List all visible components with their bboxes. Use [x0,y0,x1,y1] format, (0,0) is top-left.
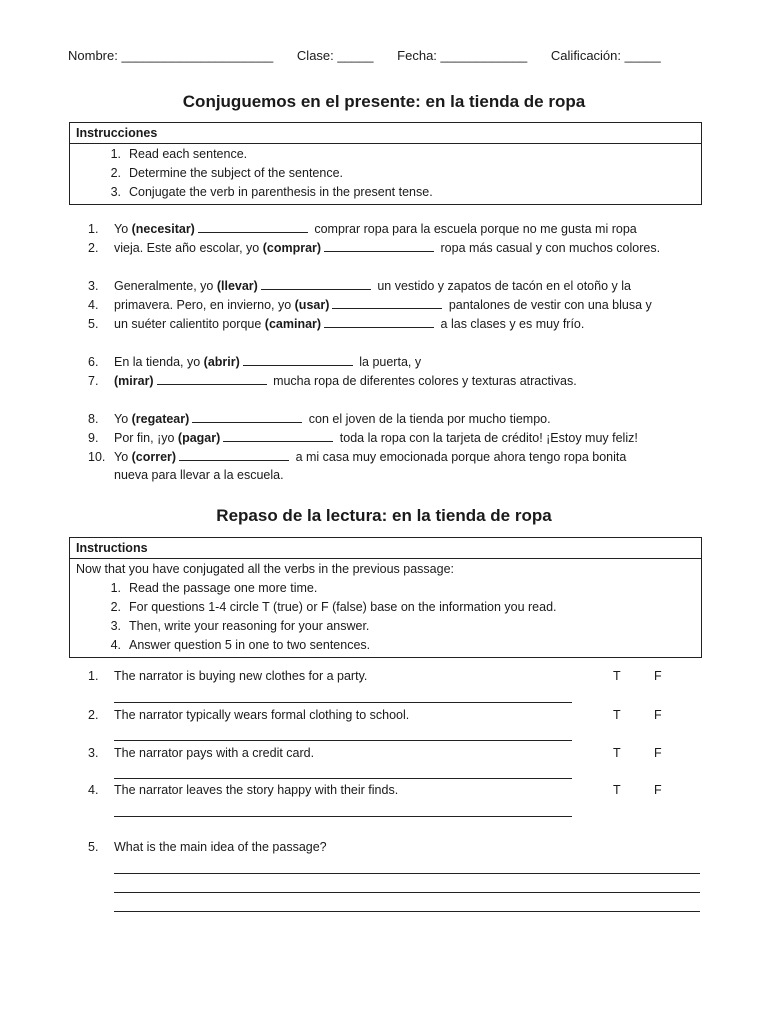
answer-blank[interactable] [261,278,371,290]
answer-line[interactable] [114,873,700,874]
answer-blank[interactable] [324,240,434,252]
answer-blank[interactable] [192,411,302,423]
instructions-box-2 [69,537,702,658]
answer-blank[interactable] [324,316,434,328]
answer-blank[interactable] [223,430,333,442]
answer-blank[interactable] [157,373,267,385]
question-item: 4. The narrator leaves the story happy with their finds. [88,783,399,797]
instructions-box-1 [69,122,702,205]
sentence-item: 3. Generalmente, yo (llevar) un vestido y zapatos de tacón en el otoño y la [88,279,631,293]
answer-line[interactable] [114,816,572,817]
true-option[interactable]: T [613,708,621,722]
false-option[interactable]: F [654,708,662,722]
section1-title: Conjuguemos en el presente: en la tienda de ropa [182,92,586,111]
instruction-step: 3. Conjugate the verb in parenthesis in the present tense. [110,185,433,199]
answer-line[interactable] [114,740,572,741]
sentence-item: 2. vieja. Este año escolar, yo (comprar) ropa más casual y con muchos colores. [88,241,661,255]
clase-field[interactable]: Clase: _____ [296,48,374,63]
answer-blank[interactable] [179,449,289,461]
false-option[interactable]: F [654,783,662,797]
instructions-box-1-title: Instrucciones [70,123,701,144]
sentence-item: 6. En la tienda, yo (abrir) la puerta, y [88,355,422,369]
student-info-header [68,48,681,63]
instruction-step: 1. Read the passage one more time. [110,581,318,595]
answer-line[interactable] [114,911,700,912]
true-option[interactable]: T [613,746,621,760]
instruction-step: 1. Read each sentence. [110,147,248,161]
answer-line[interactable] [114,702,572,703]
instructions-intro: Now that you have conjugated all the verbs in the previous passage: [76,562,455,576]
answer-blank[interactable] [243,354,353,366]
instruction-step: 2. For questions 1-4 circle T (true) or F (false) base on the information you read. [110,600,557,614]
false-option[interactable]: F [654,746,662,760]
instruction-step: 4. Answer question 5 in one to two sentences. [110,638,371,652]
nombre-field[interactable]: Nombre: _____________________ [68,48,274,63]
instruction-step: 2. Determine the subject of the sentence. [110,166,344,180]
question-item: 2. The narrator typically wears formal clothing to school. [88,708,410,722]
question-item: 3. The narrator pays with a credit card. [88,746,315,760]
calificacion-field[interactable]: Calificación: _____ [550,48,661,63]
false-option[interactable]: F [654,669,662,683]
sentence-item: 9. Por fin, ¡yo (pagar) toda la ropa con la tarjeta de crédito! ¡Estoy muy feliz! [88,431,638,445]
question-item: 5. What is the main idea of the passage? [88,840,327,854]
true-option[interactable]: T [613,669,621,683]
instructions-box-2-title: Instructions [70,538,701,559]
fecha-field[interactable]: Fecha: ____________ [397,48,528,63]
answer-line[interactable] [114,778,572,779]
sentence-item: 1. Yo (necesitar) comprar ropa para la escuela porque no me gusta mi ropa [88,222,637,236]
sentence-item: 10. Yo (correr) a mi casa muy emocionada porque ahora tengo ropa bonita [88,450,627,464]
question-item: 1. The narrator is buying new clothes for a party. [88,669,368,683]
sentence-item: 8. Yo (regatear) con el joven de la tienda por mucho tiempo. [88,412,551,426]
answer-blank[interactable] [332,297,442,309]
sentence-item: 5. un suéter calientito porque (caminar) a las clases y es muy frío. [88,317,585,331]
true-option[interactable]: T [613,783,621,797]
section2-title: Repaso de la lectura: en la tienda de ropa [216,506,552,525]
instruction-step: 3. Then, write your reasoning for your answer. [110,619,370,633]
sentence-continuation: nueva para llevar a la escuela. [114,468,284,482]
sentence-item: 7. (mirar) mucha ropa de diferentes colores y texturas atractivas. [88,374,577,388]
answer-blank[interactable] [198,221,308,233]
sentence-item: 4. primavera. Pero, en invierno, yo (usar) pantalones de vestir con una blusa y [88,298,652,312]
answer-line[interactable] [114,892,700,893]
